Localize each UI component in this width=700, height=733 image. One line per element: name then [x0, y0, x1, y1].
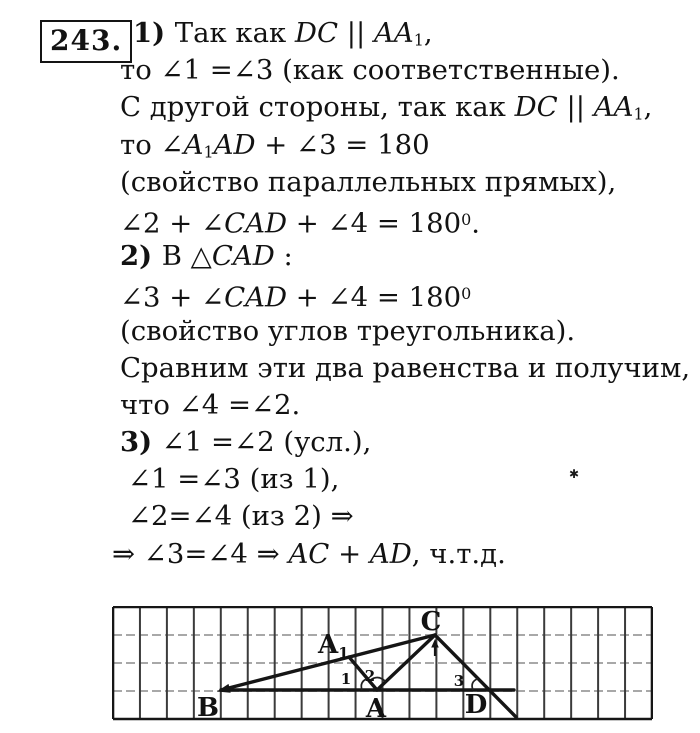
text-run: ⇒ ∠3=∠4 ⇒	[112, 537, 289, 570]
text-run: 1	[633, 104, 644, 124]
text-run: + ∠3 = 180	[255, 128, 430, 161]
text-run: Сравним эти два равенства и получим,	[120, 351, 691, 384]
text-run: 3)	[120, 426, 162, 459]
arc-angle-3	[472, 679, 478, 690]
label-a: A	[365, 694, 387, 721]
text-run: AA	[374, 17, 414, 49]
text-run: то ∠1 =∠3 (как соответственные).	[120, 54, 620, 87]
text-run: Так как	[174, 17, 295, 49]
text-run: (свойство углов треугольника).	[120, 314, 576, 347]
label-a1-sub: 1	[338, 644, 349, 662]
angle-label-1: 1	[340, 670, 352, 688]
text-run: +	[329, 537, 370, 570]
ink-speck: ✱	[569, 467, 580, 481]
text-run: .	[471, 207, 481, 240]
label-a1-base: A	[318, 630, 339, 660]
text-run: A	[183, 128, 204, 161]
text-run: AD	[369, 537, 412, 570]
solution-line-5	[120, 164, 690, 201]
angle-label-3: 3	[453, 672, 465, 690]
text-run: ,	[423, 17, 433, 49]
solution-line-6	[120, 201, 690, 238]
text-run: ||	[338, 17, 375, 49]
text-run: + ∠4 = 180	[287, 281, 462, 314]
text-run: AA	[593, 91, 634, 124]
text-run: 0	[461, 284, 472, 304]
solution-line-11	[120, 387, 690, 424]
text-run: 1	[203, 142, 214, 162]
text-run: 1	[413, 30, 424, 50]
solution-line-1	[120, 15, 690, 52]
solution-line-14	[120, 498, 690, 535]
solution-line-15	[112, 536, 690, 573]
text-run: 1)	[133, 17, 175, 49]
solution-line-10	[120, 350, 690, 387]
solution-line-3	[120, 89, 690, 126]
text-run: :	[274, 240, 293, 273]
arrow-at-c	[431, 639, 439, 656]
solution-line-7	[120, 238, 690, 275]
text-run: то ∠	[120, 128, 184, 161]
label-b: B	[197, 693, 219, 721]
solution-line-2	[120, 52, 690, 89]
text-run: 2)	[120, 240, 162, 273]
solution-line-9	[120, 313, 690, 350]
text-run: ∠3 + ∠	[120, 281, 225, 314]
text-run: AD	[213, 128, 256, 161]
text-run: CAD	[211, 240, 275, 273]
solution-line-12	[120, 424, 690, 461]
solution-text	[112, 15, 691, 573]
text-run: ||	[557, 91, 594, 124]
text-run: что ∠4 =∠2.	[120, 388, 301, 421]
text-run: , ч.т.д.	[411, 537, 506, 570]
text-run: ∠1 =∠2 (усл.),	[161, 426, 372, 459]
angle-label-2: 2	[364, 667, 376, 685]
text-run: ∠2 + ∠	[120, 207, 225, 240]
text-run: В △	[161, 240, 212, 273]
text-run: 0	[461, 209, 472, 229]
text-run: CAD	[224, 207, 288, 240]
figure-svg	[112, 606, 653, 721]
label-c: C	[420, 607, 442, 637]
text-run: + ∠4 = 180	[287, 207, 462, 240]
text-run: DC	[514, 91, 558, 124]
text-run: AC	[288, 537, 330, 570]
arrowhead-at-b	[217, 684, 231, 693]
text-run: CAD	[224, 281, 288, 314]
label-a1	[317, 630, 349, 662]
text-run: DC	[294, 17, 339, 49]
geometry-figure	[112, 606, 653, 721]
problem-number-badge: 243.	[40, 20, 132, 63]
arrow-at-c-head	[431, 639, 439, 648]
solution-line-8	[120, 275, 690, 312]
text-run: ∠1 =∠3 (из 1),	[128, 463, 340, 496]
label-d: D	[464, 690, 488, 720]
solution-line-4	[120, 127, 690, 164]
solution-line-13	[120, 461, 690, 498]
text-run: ,	[643, 91, 653, 124]
text-run: ∠2=∠4 (из 2) ⇒	[128, 500, 354, 533]
text-run: С другой стороны, так как	[120, 91, 515, 124]
text-run: (свойство параллельных прямых),	[120, 165, 617, 198]
